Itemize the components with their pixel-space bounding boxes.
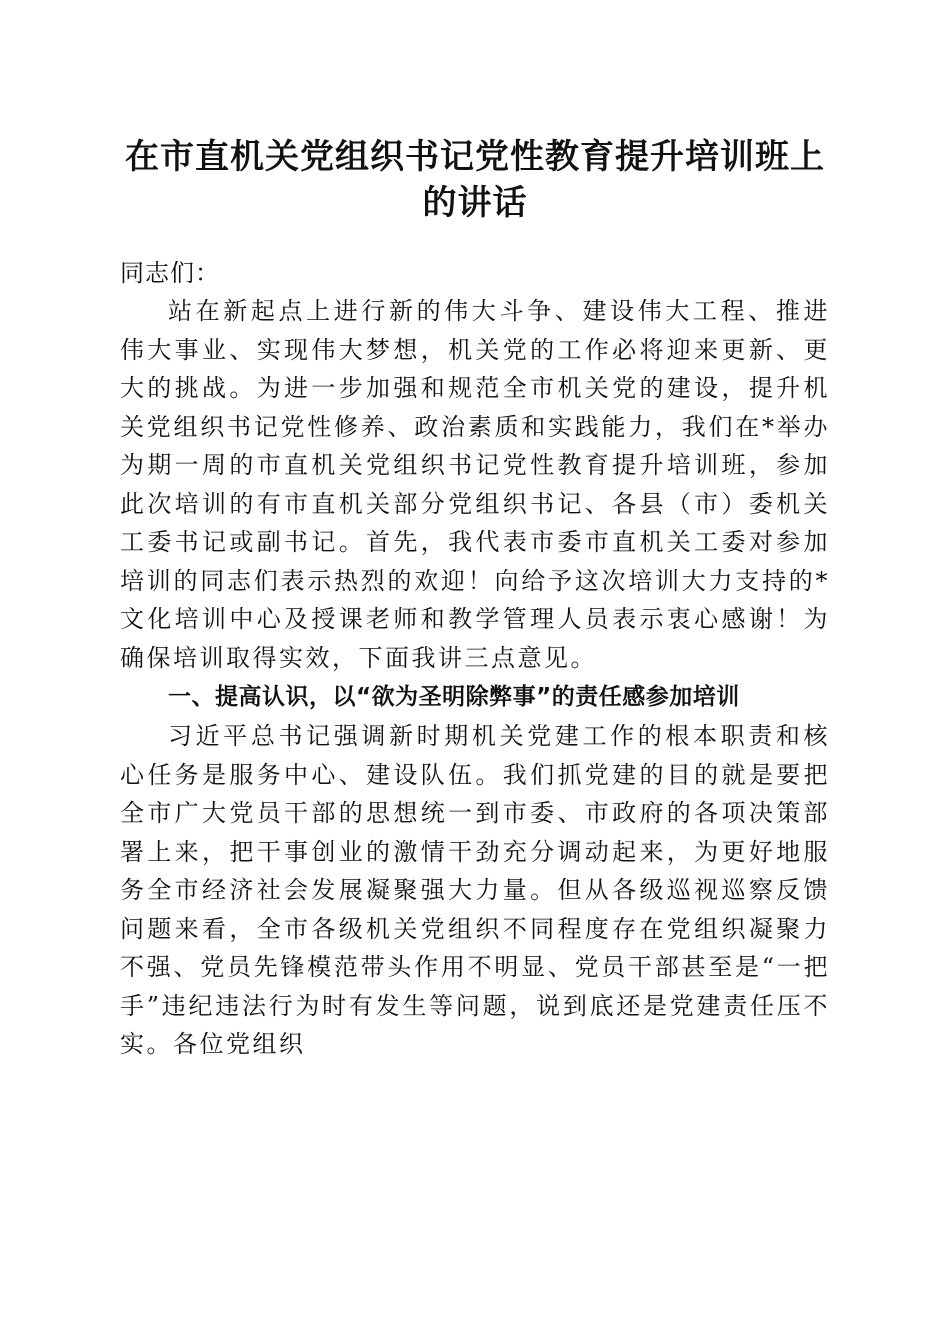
document-title (110, 134, 840, 226)
title-line-2: 的讲话 (422, 183, 528, 223)
paragraph-intro: 站在新起点上进行新的伟大斗争、建设伟大工程、推进伟大事业、实现伟大梦想，机关党的工作必将迎来更新、更大的挑战。为进一步加强和规范全市机关党的建设，提升机关党组织书记党性修养、政治素质和实践能力，我们在*举办为期一周的市直机关党组织书记党性教育提升培训班，参加此次培训的有市直机关部分党组织书记、各县（市）委机关工委书记或副书记。首先，我代表市委市直机关工委对参加培训的同志们表示热烈的欢迎！向给予这次培训大力支持的*文化培训中心及授课老师和教学管理人员表示衷心感谢！为确保培训取得实效，下面我讲三点意见。 (120, 297, 830, 672)
document-body (120, 254, 830, 1064)
paragraph-section-1: 习近平总书记强调新时期机关党建工作的根本职责和核心任务是服务中心、建设队伍。我们抓党建的目的就是要把全市广大党员干部的思想统一到市委、市政府的各项决策部署上来，把干事创业的激情干劲充分调动起来，为更好地服务全市经济社会发展凝聚强大力量。但从各级巡视巡察反馈问题来看，全市各级机关党组织不同程度存在党组织凝聚力不强、党员先锋模范带头作用不明显、党员干部甚至是“一把手”违纪违法行为时有发生等问题，说到底还是党建责任压不实。各位党组织 (120, 722, 830, 1058)
salutation: 同志们： (120, 259, 220, 287)
section-heading-1: 一、提高认识，以“欲为圣明除弊事”的责任感参加培训 (168, 684, 740, 710)
title-line-1: 在市直机关党组织书记党性教育提升培训班上 (125, 137, 825, 177)
